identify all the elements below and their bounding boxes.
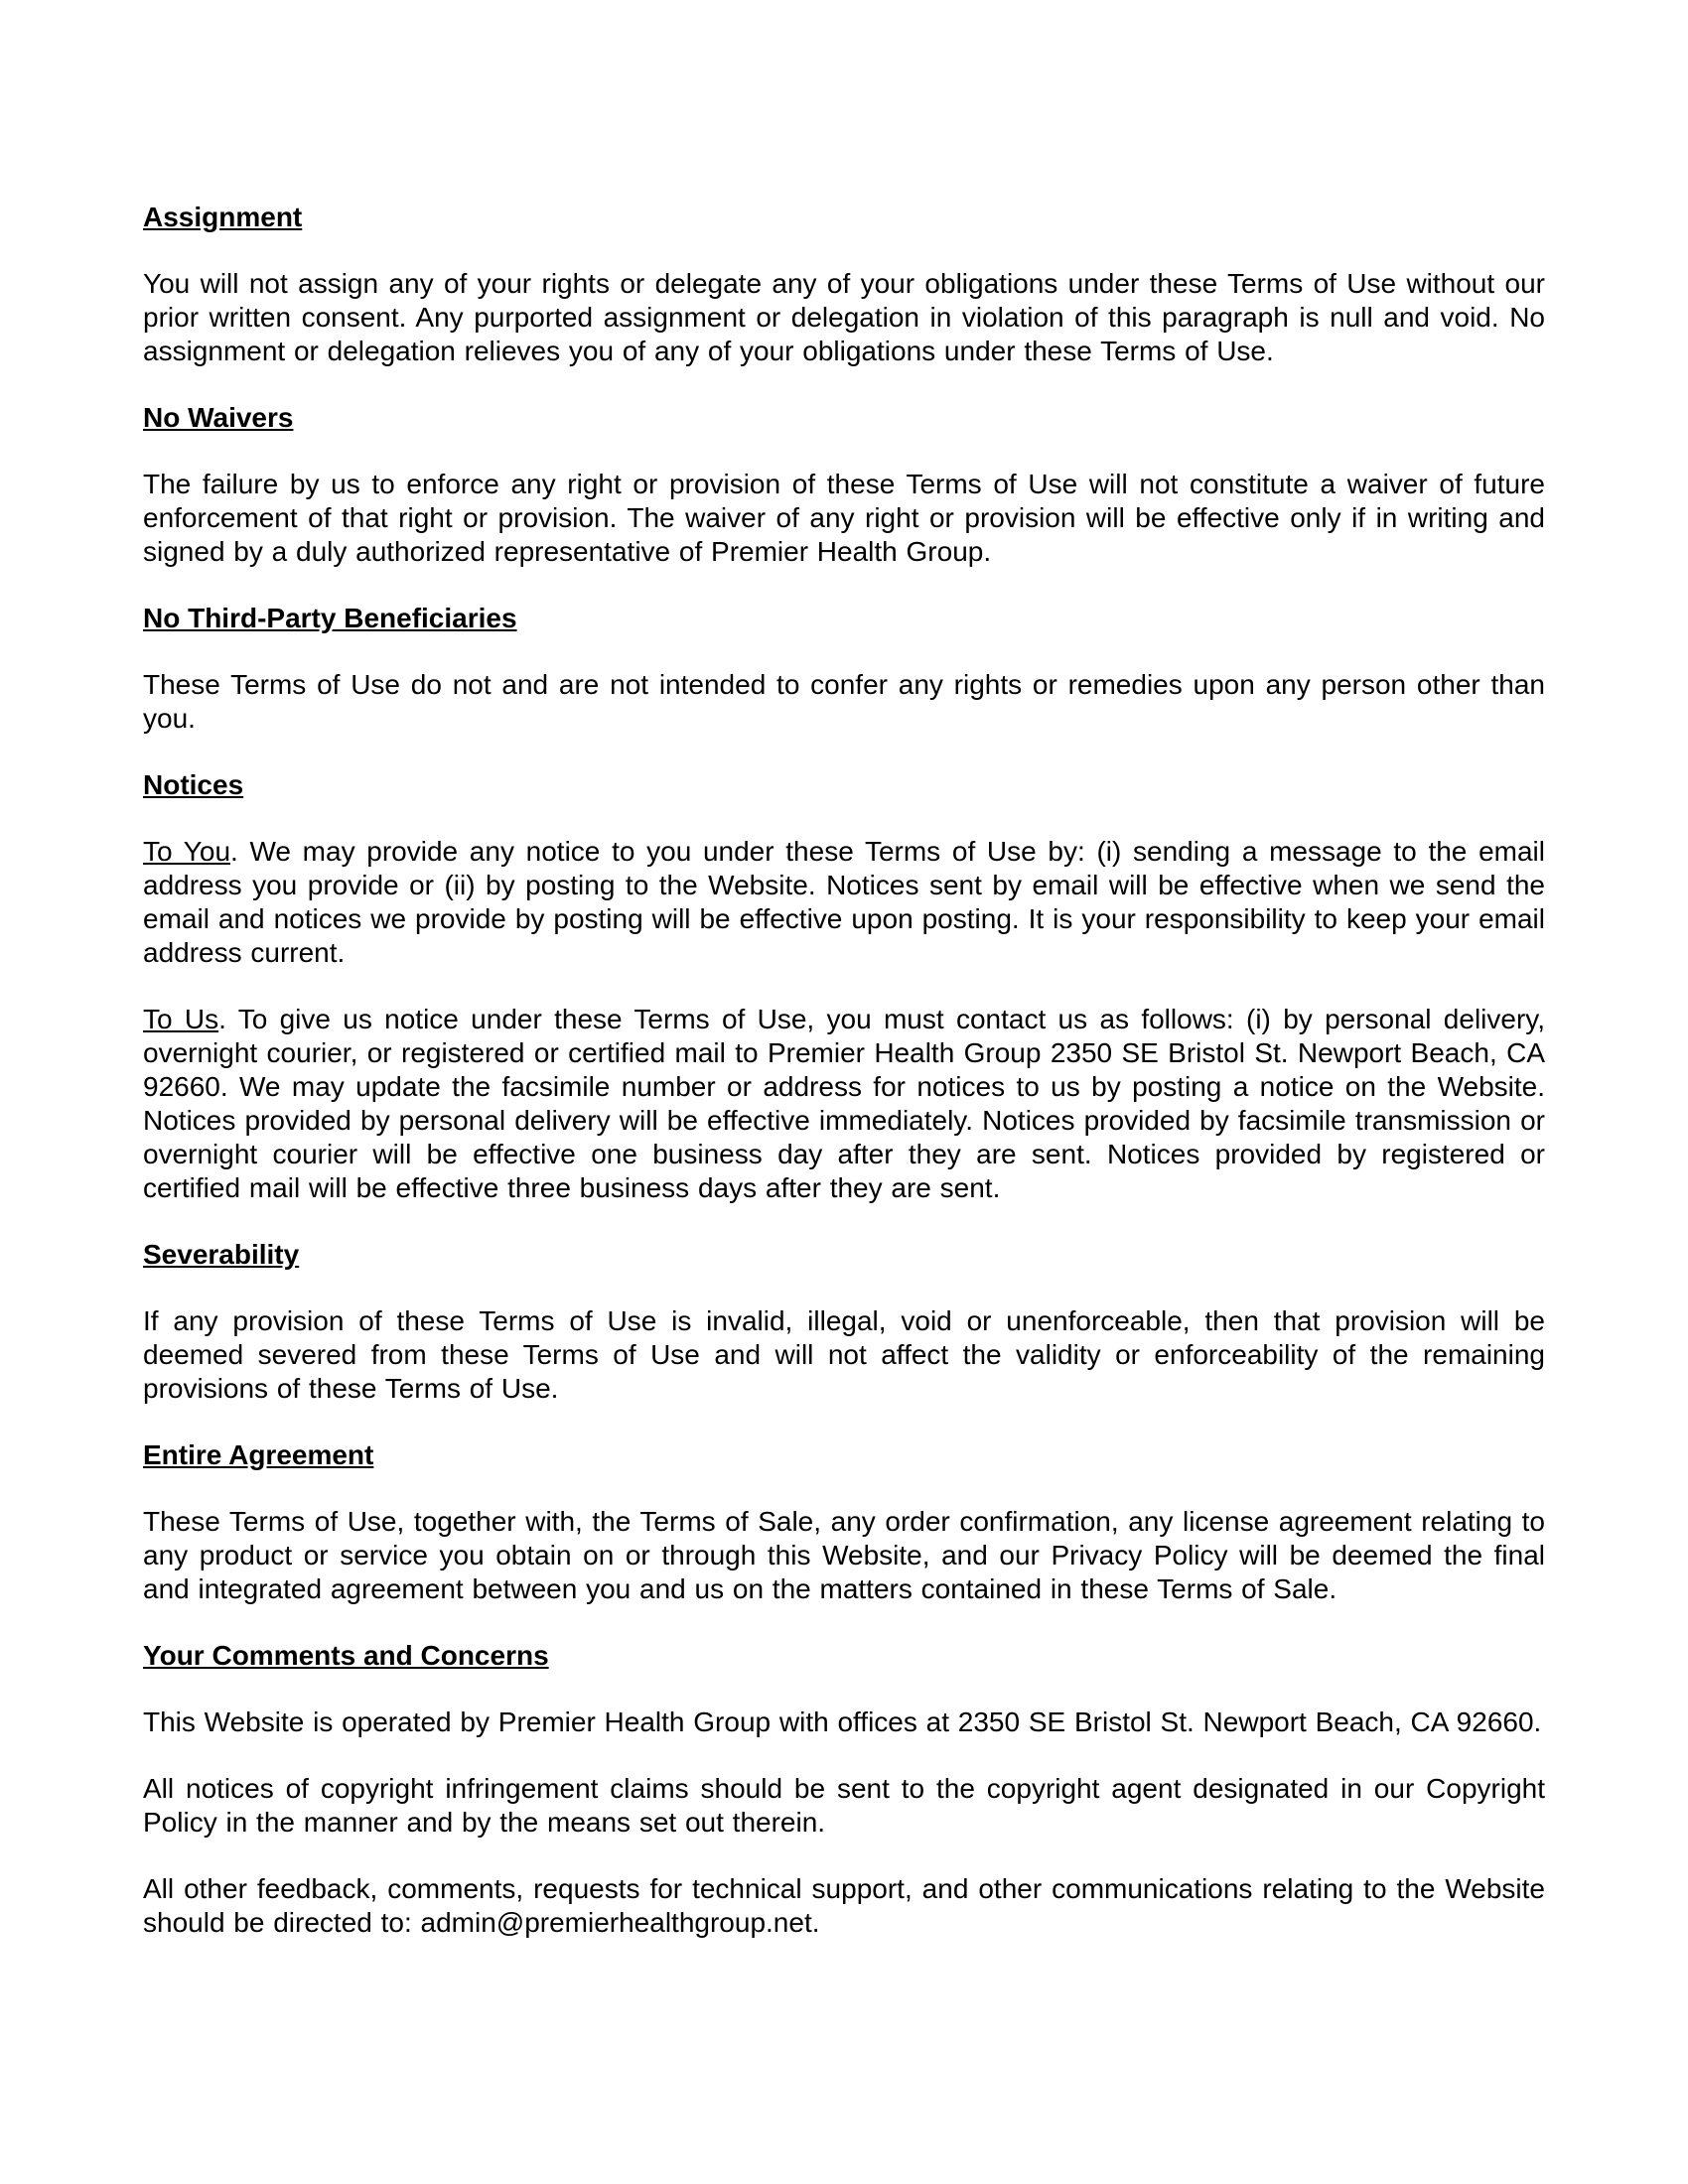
section-heading-your-comments-and-concerns: Your Comments and Concerns <box>143 1640 549 1671</box>
section-heading-assignment: Assignment <box>143 202 303 232</box>
section-severability <box>143 1238 1545 1406</box>
section-entire-agreement <box>143 1438 1545 1606</box>
section-heading-notices: Notices <box>143 769 244 800</box>
paragraph: All notices of copyright infringement claims should be sent to the copyright agent designated in our Copyright Policy in the manner and by the means set out therein. <box>143 1773 1545 1838</box>
section-heading-entire-agreement: Entire Agreement <box>143 1439 374 1470</box>
paragraph: If any provision of these Terms of Use is invalid, illegal, void or unenforceable, then that provision will be deemed severed from these Terms of Use and will not affect the validity or enforceability of the remaining provisions of these Terms of Use. <box>143 1305 1545 1404</box>
paragraph <box>143 835 1545 970</box>
paragraph-text: . We may provide any notice to you under these Terms of Use by: (i) sending a message to the email address you provide or (ii) by posting to the Website. Notices sent by email will be effective when we send the email and notices we provide by posting will be effective upon posting. It is your responsibility to keep your email address current. <box>143 836 1545 968</box>
section-assignment <box>143 201 1545 368</box>
section-notices <box>143 768 1545 1205</box>
paragraph: You will not assign any of your rights or delegate any of your obligations under these Terms of Use without our prior written consent. Any purported assignment or delegation in violation of this paragraph is null and void. No assignment or delegation relieves you of any of your obligations under these Terms of Use. <box>143 268 1545 366</box>
paragraph-lead-to-you: To You <box>143 836 231 867</box>
section-heading-severability: Severability <box>143 1239 300 1270</box>
paragraph <box>143 1003 1545 1205</box>
paragraph: This Website is operated by Premier Health Group with offices at 2350 SE Bristol St. Newport Beach, CA 92660. <box>143 1706 1542 1737</box>
section-heading-no-waivers: No Waivers <box>143 402 294 433</box>
paragraph: All other feedback, comments, requests for technical support, and other communications relating to the Website should be directed to: admin@premierhealthgroup.net. <box>143 1873 1545 1938</box>
paragraph: The failure by us to enforce any right or provision of these Terms of Use will not constitute a waiver of future enforcement of that right or provision. The waiver of any right or provision will be effective only if in writing and signed by a duly authorized representative of Premier Health Group. <box>143 469 1545 567</box>
section-no-waivers <box>143 401 1545 569</box>
paragraph: These Terms of Use, together with, the Terms of Sale, any order confirmation, any license agreement relating to any product or service you obtain on or through this Website, and our Privacy Policy will be deemed the final and integrated agreement between you and us on the matters contained in these Terms of Sale. <box>143 1506 1545 1604</box>
paragraph-text: . To give us notice under these Terms of Use, you must contact us as follows: (i) by personal delivery, overnight courier, or registered or certified mail to Premier Health Group 2350 SE Bristol St. Newport Beach, CA 92660. We may update the facsimile number or address for notices to us by posting a notice on the Website. Notices provided by personal delivery will be effective immediately. Notices provided by facsimile transmission or overnight courier will be effective one business day after they are sent. Notices provided by registered or certified mail will be effective three business days after they are sent. <box>143 1004 1545 1203</box>
paragraph-lead-to-us: To Us <box>143 1004 219 1034</box>
section-your-comments-and-concerns <box>143 1639 1545 1940</box>
section-no-third-party-beneficiaries <box>143 602 1545 736</box>
section-heading-no-third-party-beneficiaries: No Third-Party Beneficiaries <box>143 603 517 633</box>
paragraph: These Terms of Use do not and are not intended to confer any rights or remedies upon any person other than you. <box>143 669 1545 734</box>
